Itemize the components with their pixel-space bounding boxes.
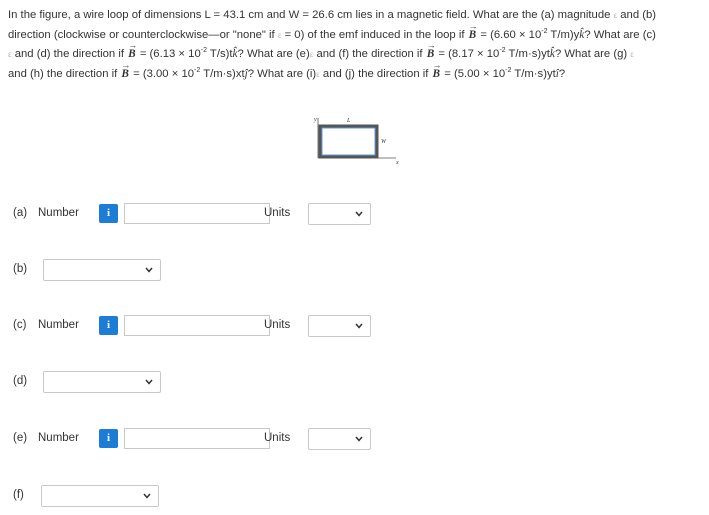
wire-loop-figure [310, 112, 400, 172]
chevron-down-icon [144, 377, 154, 387]
number-input[interactable] [124, 428, 270, 449]
direction-select[interactable] [41, 485, 159, 507]
w-dimension-label: W [381, 139, 386, 145]
units-select[interactable] [308, 428, 371, 450]
x-axis-label: x [396, 160, 399, 166]
chevron-down-icon [354, 209, 364, 219]
units-select[interactable] [308, 315, 371, 337]
number-input[interactable] [124, 203, 270, 224]
info-icon[interactable]: i [99, 204, 118, 223]
epsilon-symbol: ε [613, 11, 618, 20]
part-label: (a) [13, 207, 28, 219]
chevron-down-icon [142, 491, 152, 501]
chevron-down-icon [354, 321, 364, 331]
question-text [8, 6, 704, 84]
part-label: (d) [13, 375, 28, 387]
direction-select[interactable] [43, 259, 161, 281]
number-label: Number [38, 432, 79, 444]
units-label: Units [264, 432, 291, 444]
y-axis-label: y [314, 117, 317, 123]
part-label: (e) [13, 432, 28, 444]
info-icon[interactable]: i [99, 429, 118, 448]
part-label: (c) [13, 319, 27, 331]
units-label: Units [264, 207, 291, 219]
wire-loop [320, 126, 377, 157]
l-dimension-label: L [347, 118, 351, 124]
question-line-1: In the figure, a wire loop of dimensions L = 43.1 cm and W = 26.6 cm lies in a magnetic field. What are the (a) magnitude ε and (b) [8, 9, 657, 21]
question-line-3: ε and (d) the direction if → $B = (6.13 \times 10^{-2}$ T/s)tk̂? What are (e)ε and (f) the direction if → $B = (8.17 \times 10^{-2}$ T/m·s)ytk̂? What are (g) ε [8, 45, 704, 65]
b-vector: → B [469, 26, 477, 45]
number-input[interactable] [124, 315, 270, 336]
question-line-4: and (h) the direction if → $B = (3.00 \times 10^{-2}$ T/m·s)xtĵ? What are (i)ε and (j) the direction if → $B = (5.00 \times 10^{-2}$ T/m·s)ytî? [8, 65, 704, 85]
units-label: Units [264, 319, 291, 331]
units-select[interactable] [308, 203, 371, 225]
part-label: (b) [13, 263, 28, 275]
chevron-down-icon [144, 265, 154, 275]
info-icon[interactable]: i [99, 316, 118, 335]
chevron-down-icon [354, 434, 364, 444]
number-label: Number [38, 207, 79, 219]
question-line-2: direction (clockwise or counterclockwise—or "none" if ε = 0) of the emf induced in the loop if → $B = (6.60 \times 10^{-2}$ T/m)yk̂? What are (c) [8, 26, 704, 46]
part-label: (f) [13, 489, 24, 501]
number-label: Number [38, 319, 79, 331]
direction-select[interactable] [43, 371, 161, 393]
